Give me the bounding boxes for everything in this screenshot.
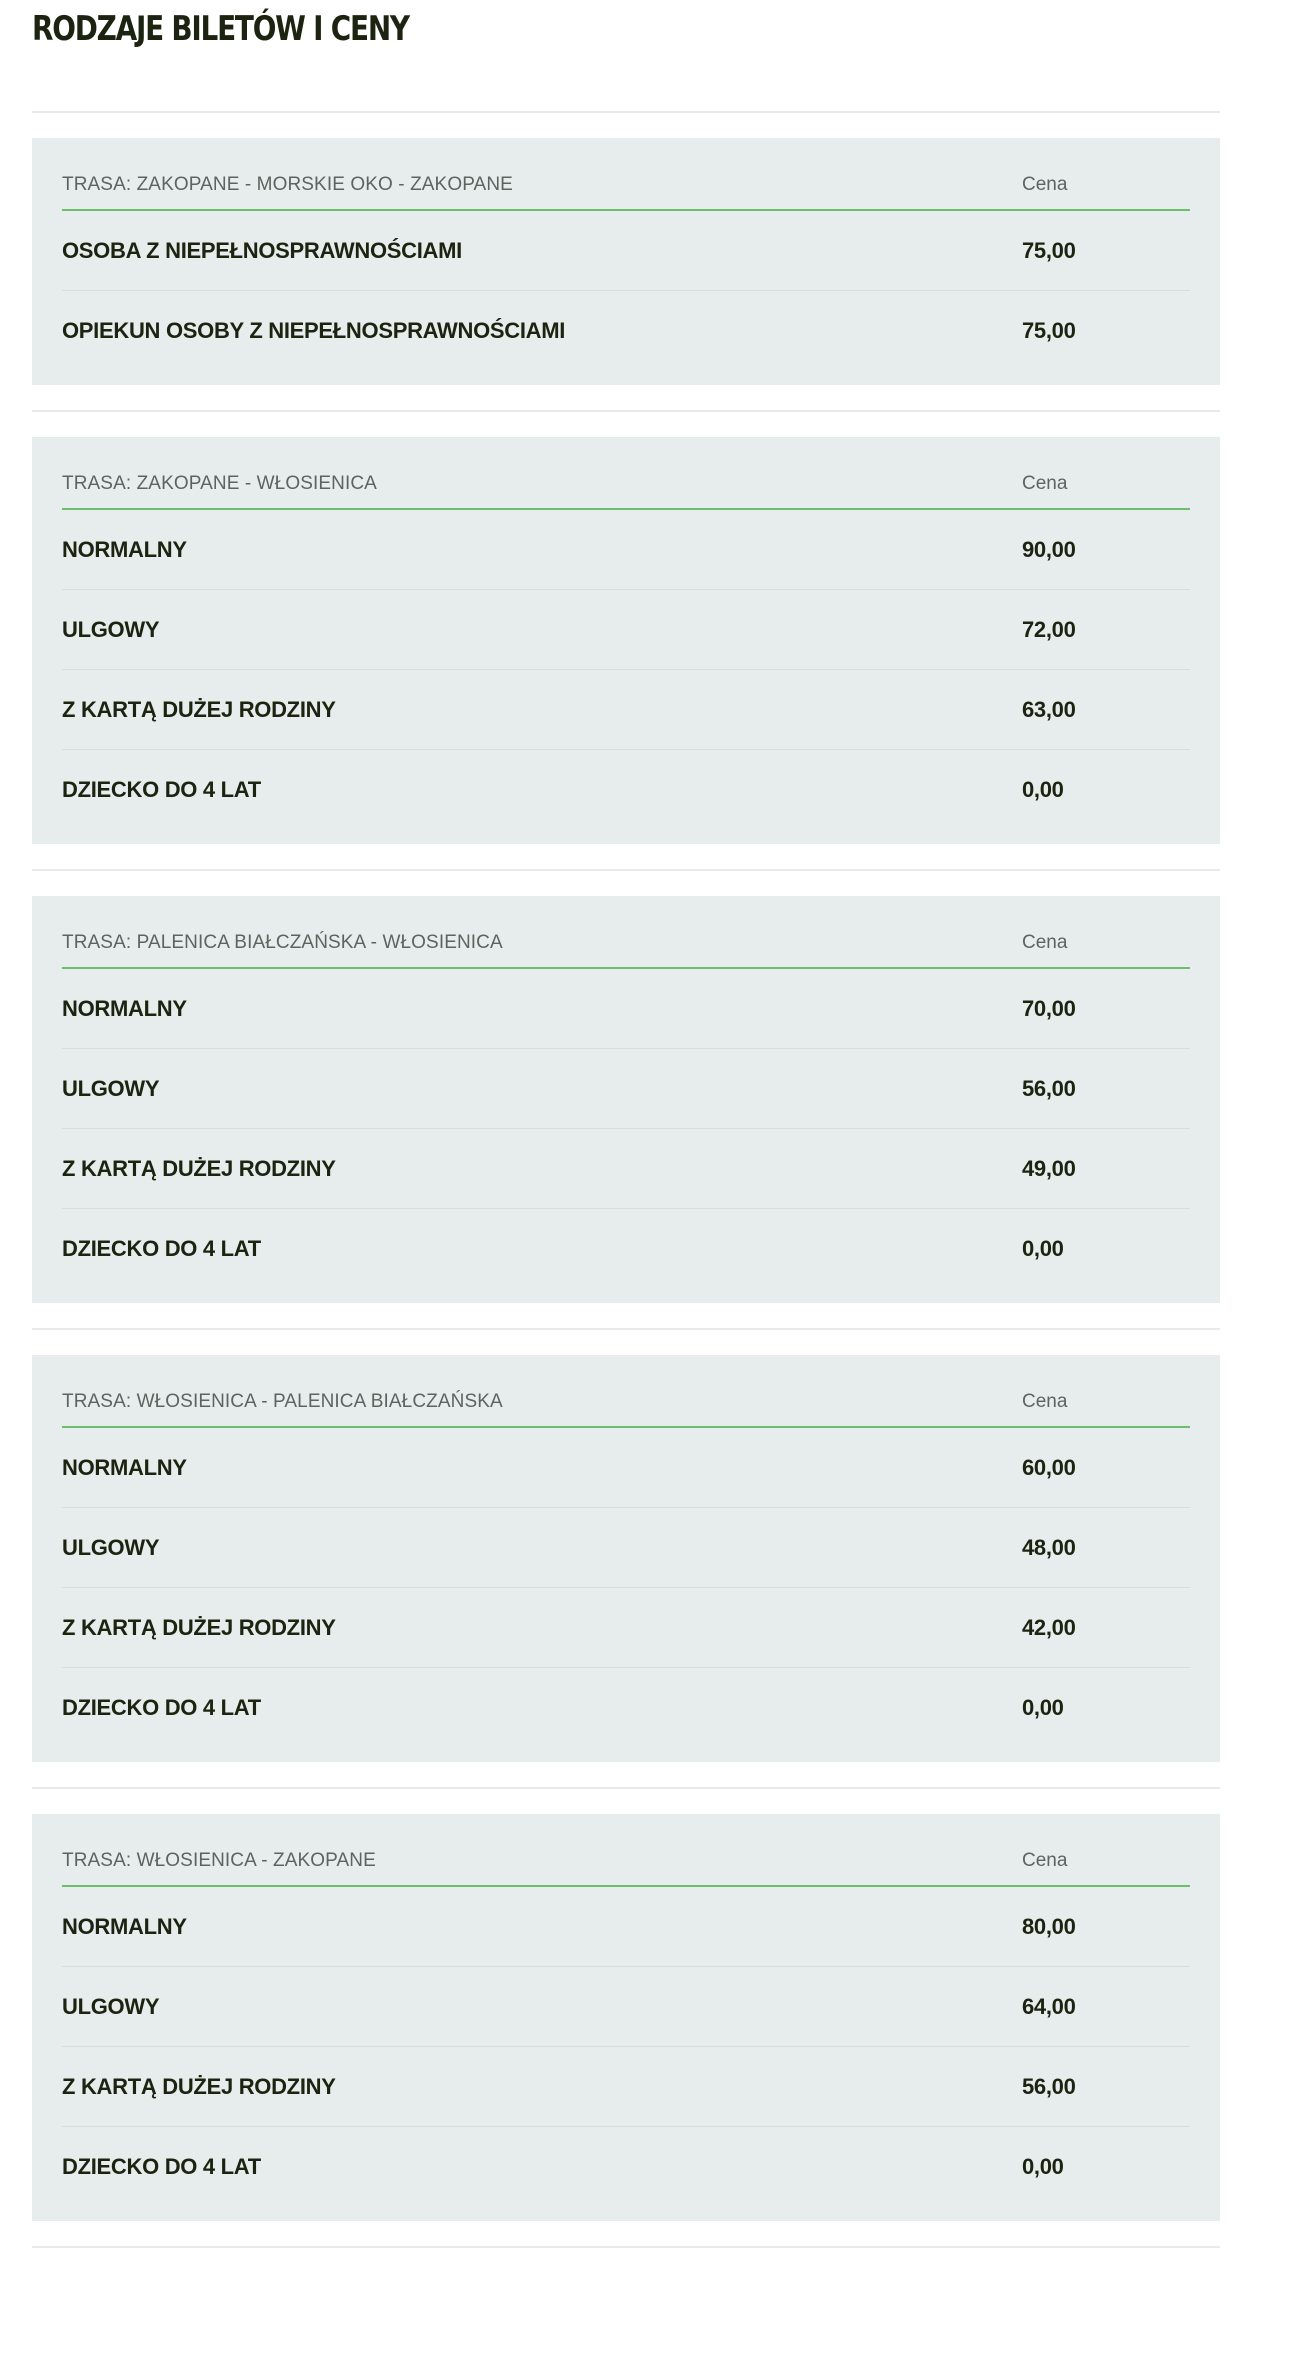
table-row <box>62 1668 1190 1747</box>
price-tables-container <box>32 111 1220 2248</box>
table-row <box>62 1129 1190 1209</box>
table-row <box>62 1887 1190 1967</box>
ticket-price: 56,00 <box>1022 2073 1076 2099</box>
ticket-type: ULGOWY <box>62 1534 160 1560</box>
ticket-price: 75,00 <box>1022 317 1076 343</box>
table-row <box>62 291 1190 370</box>
ticket-type: OPIEKUN OSOBY Z NIEPEŁNOSPRAWNOŚCIAMI <box>62 317 566 343</box>
ticket-type: NORMALNY <box>62 536 187 562</box>
price-column-header: Cena <box>1022 1850 1068 1871</box>
ticket-price: 0,00 <box>1022 776 1064 802</box>
ticket-price: 0,00 <box>1022 2153 1064 2179</box>
price-table-route-4 <box>32 1355 1220 1762</box>
ticket-type: Z KARTĄ DUŻEJ RODZINY <box>62 1614 336 1640</box>
ticket-type: NORMALNY <box>62 1454 187 1480</box>
ticket-type: DZIECKO DO 4 LAT <box>62 1694 261 1720</box>
table-row <box>62 1428 1190 1508</box>
ticket-type: DZIECKO DO 4 LAT <box>62 1235 261 1261</box>
ticket-type: ULGOWY <box>62 1075 160 1101</box>
table-row <box>62 590 1190 670</box>
ticket-type: Z KARTĄ DUŻEJ RODZINY <box>62 1155 336 1181</box>
price-table-route-3 <box>32 896 1220 1303</box>
route-label: TRASA: PALENICA BIAŁCZAŃSKA - WŁOSIENICA <box>62 932 503 953</box>
ticket-price: 0,00 <box>1022 1235 1064 1261</box>
section-divider <box>32 2246 1220 2248</box>
ticket-price: 64,00 <box>1022 1993 1076 2019</box>
ticket-type: ULGOWY <box>62 1993 160 2019</box>
page-title: RODZAJE BILETÓW I CENY <box>32 9 409 49</box>
table-header <box>62 460 1190 510</box>
table-header <box>62 1378 1190 1428</box>
ticket-price: 75,00 <box>1022 237 1076 263</box>
table-row <box>62 750 1190 829</box>
ticket-price: 48,00 <box>1022 1534 1076 1560</box>
route-label: TRASA: ZAKOPANE - WŁOSIENICA <box>62 473 377 494</box>
section-divider <box>32 869 1220 871</box>
ticket-type: Z KARTĄ DUŻEJ RODZINY <box>62 696 336 722</box>
table-row <box>62 2047 1190 2127</box>
price-column-header: Cena <box>1022 1391 1068 1412</box>
table-row <box>62 2127 1190 2206</box>
table-header <box>62 919 1190 969</box>
table-row <box>62 1209 1190 1288</box>
ticket-price: 42,00 <box>1022 1614 1076 1640</box>
table-row <box>62 969 1190 1049</box>
table-row <box>62 211 1190 291</box>
ticket-price: 0,00 <box>1022 1694 1064 1720</box>
price-column-header: Cena <box>1022 932 1068 953</box>
table-header <box>62 161 1190 211</box>
ticket-type: ULGOWY <box>62 616 160 642</box>
price-table-route-1 <box>32 138 1220 385</box>
ticket-type: Z KARTĄ DUŻEJ RODZINY <box>62 2073 336 2099</box>
ticket-price: 72,00 <box>1022 616 1076 642</box>
table-row <box>62 1967 1190 2047</box>
price-column-header: Cena <box>1022 174 1068 195</box>
section-divider <box>32 1328 1220 1330</box>
table-row <box>62 1508 1190 1588</box>
ticket-type: DZIECKO DO 4 LAT <box>62 2153 261 2179</box>
ticket-type: DZIECKO DO 4 LAT <box>62 776 261 802</box>
table-header <box>62 1837 1190 1887</box>
ticket-price: 49,00 <box>1022 1155 1076 1181</box>
ticket-price: 60,00 <box>1022 1454 1076 1480</box>
ticket-price: 80,00 <box>1022 1913 1076 1939</box>
ticket-type: NORMALNY <box>62 1913 187 1939</box>
ticket-type: NORMALNY <box>62 995 187 1021</box>
section-divider <box>32 1787 1220 1789</box>
section-divider <box>32 410 1220 412</box>
price-table-route-2 <box>32 437 1220 844</box>
ticket-price: 63,00 <box>1022 696 1076 722</box>
price-column-header: Cena <box>1022 473 1068 494</box>
ticket-price: 70,00 <box>1022 995 1076 1021</box>
table-row <box>62 670 1190 750</box>
price-table-route-5 <box>32 1814 1220 2221</box>
route-label: TRASA: ZAKOPANE - MORSKIE OKO - ZAKOPANE <box>62 174 513 195</box>
route-label: TRASA: WŁOSIENICA - PALENICA BIAŁCZAŃSKA <box>62 1391 503 1412</box>
table-row <box>62 1588 1190 1668</box>
section-divider <box>32 111 1220 113</box>
ticket-price: 90,00 <box>1022 536 1076 562</box>
table-row <box>62 510 1190 590</box>
ticket-price: 56,00 <box>1022 1075 1076 1101</box>
table-row <box>62 1049 1190 1129</box>
route-label: TRASA: WŁOSIENICA - ZAKOPANE <box>62 1850 376 1871</box>
ticket-type: OSOBA Z NIEPEŁNOSPRAWNOŚCIAMI <box>62 237 462 263</box>
